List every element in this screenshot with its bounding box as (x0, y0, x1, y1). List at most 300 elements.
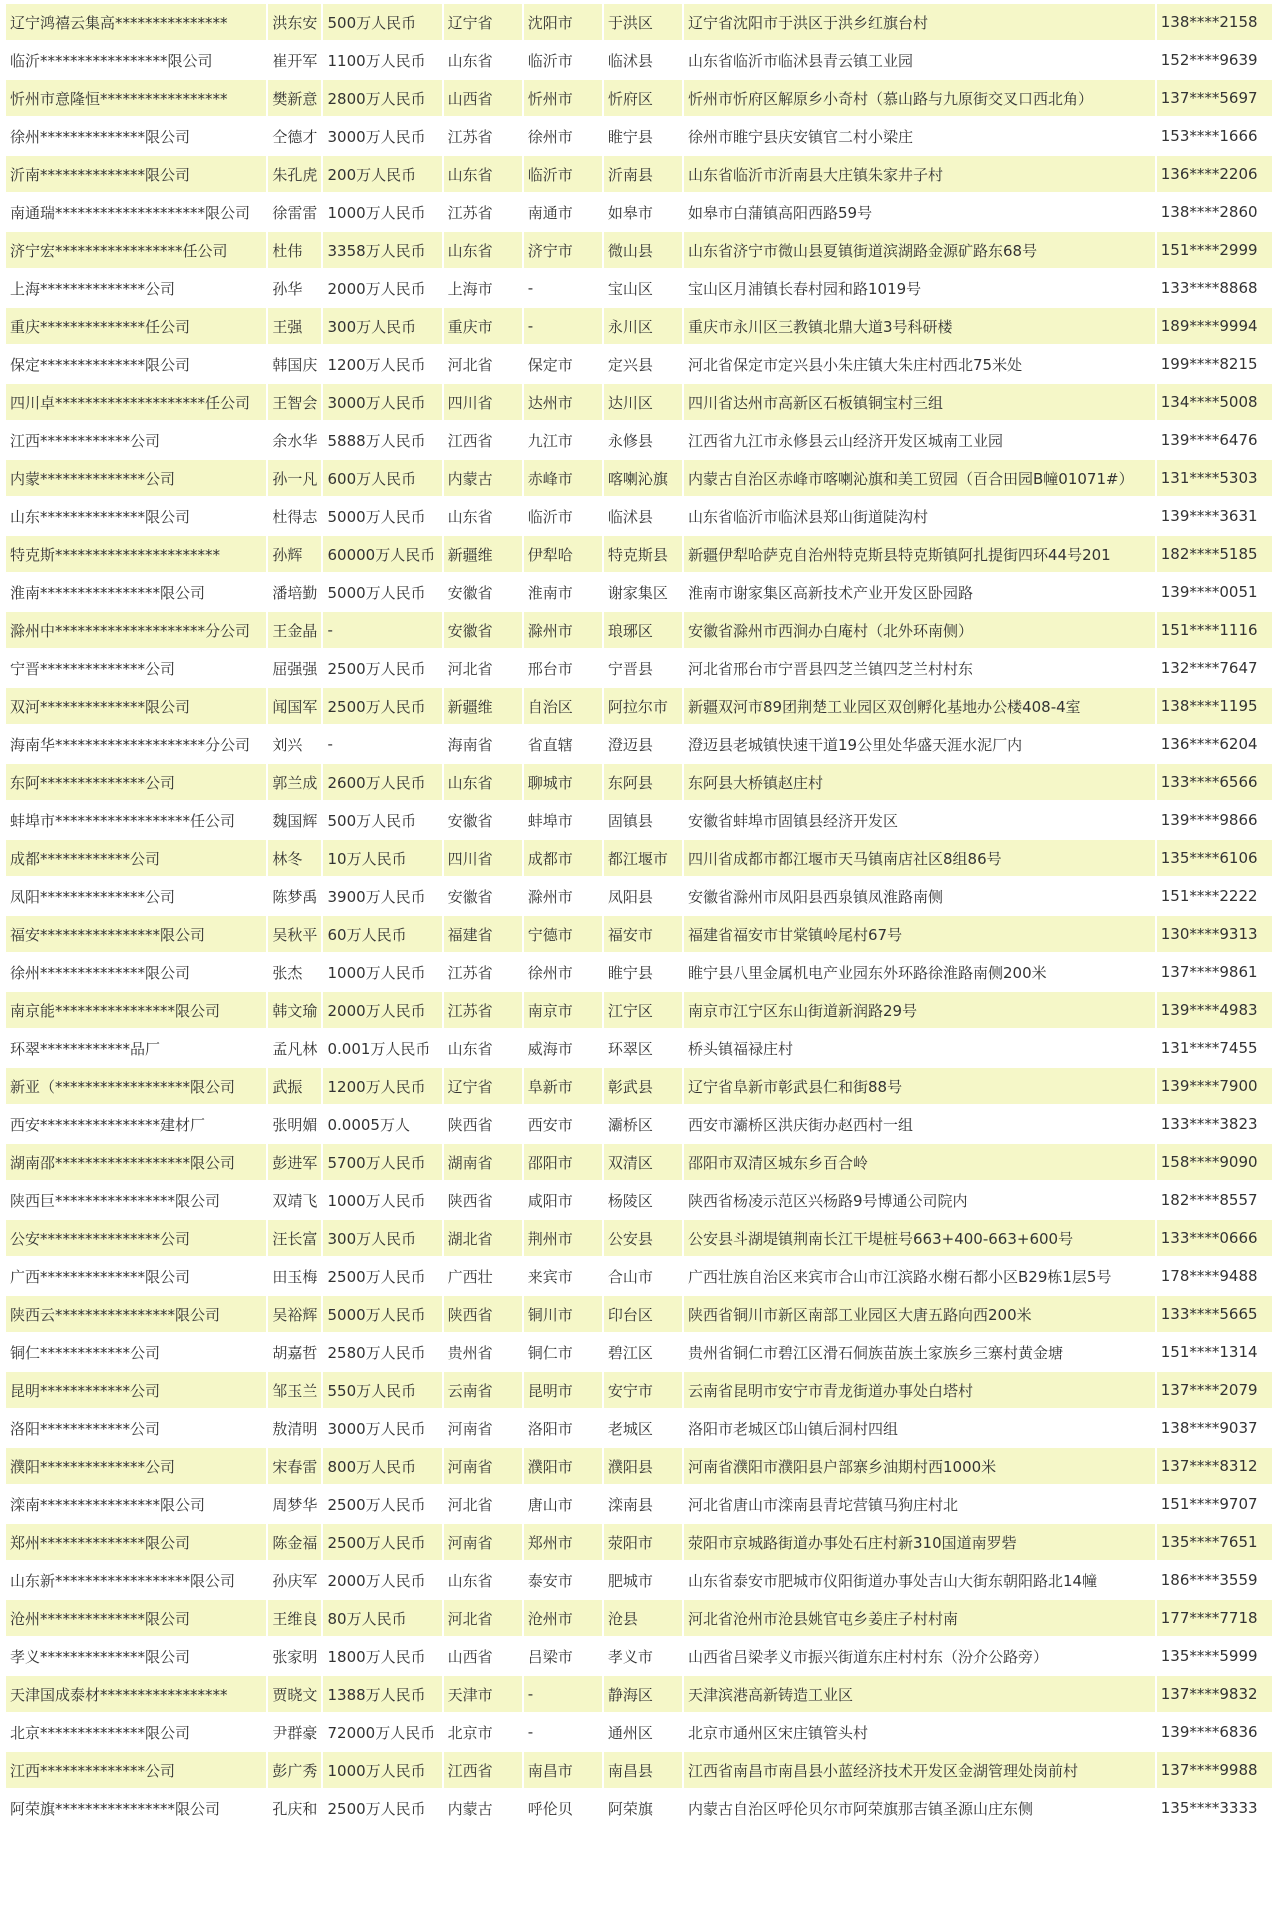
city-cell: - (524, 308, 602, 344)
company-name-cell: 内蒙**************公司 (6, 460, 266, 496)
registered-capital-cell: 1000万人民币 (323, 1182, 441, 1218)
phone-cell: 133****6566 (1157, 764, 1272, 800)
company-name-cell: 濮阳**************公司 (6, 1448, 266, 1484)
company-name-cell: 福安****************限公司 (6, 916, 266, 952)
registered-capital-cell: 3900万人民币 (323, 878, 441, 914)
province-cell: 重庆市 (444, 308, 522, 344)
province-cell: 上海市 (444, 270, 522, 306)
phone-cell: 151****2222 (1157, 878, 1272, 914)
city-cell: 铜仁市 (524, 1334, 602, 1370)
registered-capital-cell: 2500万人民币 (323, 1524, 441, 1560)
city-cell: - (524, 270, 602, 306)
phone-cell: 182****8557 (1157, 1182, 1272, 1218)
province-cell: 海南省 (444, 726, 522, 762)
phone-cell: 139****7900 (1157, 1068, 1272, 1104)
table-row (6, 878, 1272, 914)
company-name-cell: 滦南****************限公司 (6, 1486, 266, 1522)
phone-cell: 135****6106 (1157, 840, 1272, 876)
legal-rep-cell: 朱孔虎 (268, 156, 321, 192)
address-cell: 贵州省铜仁市碧江区滑石侗族苗族土家族乡三寨村黄金塘 (684, 1334, 1155, 1370)
registered-capital-cell: 200万人民币 (323, 156, 441, 192)
address-cell: 江西省九江市永修县云山经济开发区城南工业园 (684, 422, 1155, 458)
province-cell: 福建省 (444, 916, 522, 952)
legal-rep-cell: 陈梦禹 (268, 878, 321, 914)
district-cell: 孝义市 (604, 1638, 682, 1674)
phone-cell: 152****9639 (1157, 42, 1272, 78)
legal-rep-cell: 闻国军 (268, 688, 321, 724)
legal-rep-cell: 杜得志 (268, 498, 321, 534)
registered-capital-cell: 1000万人民币 (323, 1752, 441, 1788)
address-cell: 河北省唐山市滦南县青坨营镇马狗庄村北 (684, 1486, 1155, 1522)
company-name-cell: 天津国成泰材***************** (6, 1676, 266, 1712)
phone-cell: 139****9866 (1157, 802, 1272, 838)
table-row (6, 1258, 1272, 1294)
registered-capital-cell: 0.001万人民币 (323, 1030, 441, 1066)
registered-capital-cell: 1000万人民币 (323, 194, 441, 230)
legal-rep-cell: 张明媚 (268, 1106, 321, 1142)
table-row (6, 118, 1272, 154)
registered-capital-cell: 2800万人民币 (323, 80, 441, 116)
province-cell: 湖北省 (444, 1220, 522, 1256)
registered-capital-cell: 2600万人民币 (323, 764, 441, 800)
registered-capital-cell: 300万人民币 (323, 308, 441, 344)
city-cell: 荆州市 (524, 1220, 602, 1256)
table-row (6, 840, 1272, 876)
company-name-cell: 淮南****************限公司 (6, 574, 266, 610)
province-cell: 江苏省 (444, 194, 522, 230)
address-cell: 内蒙古自治区赤峰市喀喇沁旗和美工贸园（百合田园B幢01071#） (684, 460, 1155, 496)
legal-rep-cell: 孔庆和 (268, 1790, 321, 1826)
registered-capital-cell: 1200万人民币 (323, 1068, 441, 1104)
legal-rep-cell: 胡嘉哲 (268, 1334, 321, 1370)
province-cell: 内蒙古 (444, 1790, 522, 1826)
phone-cell: 139****6836 (1157, 1714, 1272, 1750)
legal-rep-cell: 孟凡林 (268, 1030, 321, 1066)
district-cell: 喀喇沁旗 (604, 460, 682, 496)
registered-capital-cell: 500万人民币 (323, 4, 441, 40)
province-cell: 江西省 (444, 422, 522, 458)
province-cell: 湖南省 (444, 1144, 522, 1180)
address-cell: 山东省临沂市临沭县青云镇工业园 (684, 42, 1155, 78)
city-cell: 沧州市 (524, 1600, 602, 1636)
company-name-cell: 南京能****************限公司 (6, 992, 266, 1028)
company-name-cell: 东阿**************公司 (6, 764, 266, 800)
district-cell: 忻府区 (604, 80, 682, 116)
legal-rep-cell: 周梦华 (268, 1486, 321, 1522)
province-cell: 河北省 (444, 1600, 522, 1636)
phone-cell: 133****3823 (1157, 1106, 1272, 1142)
company-name-cell: 沂南**************限公司 (6, 156, 266, 192)
city-cell: 忻州市 (524, 80, 602, 116)
address-cell: 云南省昆明市安宁市青龙街道办事处白塔村 (684, 1372, 1155, 1408)
district-cell: 永川区 (604, 308, 682, 344)
registered-capital-cell: 2580万人民币 (323, 1334, 441, 1370)
address-cell: 安徽省滁州市凤阳县西泉镇凤淮路南侧 (684, 878, 1155, 914)
registered-capital-cell: 3000万人民币 (323, 118, 441, 154)
table-row (6, 1486, 1272, 1522)
phone-cell: 139****3631 (1157, 498, 1272, 534)
province-cell: 陕西省 (444, 1106, 522, 1142)
company-name-cell: 双河**************限公司 (6, 688, 266, 724)
table-row (6, 992, 1272, 1028)
district-cell: 江宁区 (604, 992, 682, 1028)
district-cell: 环翠区 (604, 1030, 682, 1066)
city-cell: 西安市 (524, 1106, 602, 1142)
address-cell: 南京市江宁区东山街道新润路29号 (684, 992, 1155, 1028)
district-cell: 荥阳市 (604, 1524, 682, 1560)
district-cell: 临沭县 (604, 498, 682, 534)
legal-rep-cell: 张杰 (268, 954, 321, 990)
legal-rep-cell: 王智会 (268, 384, 321, 420)
province-cell: 山东省 (444, 498, 522, 534)
address-cell: 辽宁省阜新市彰武县仁和街88号 (684, 1068, 1155, 1104)
district-cell: 肥城市 (604, 1562, 682, 1598)
city-cell: 保定市 (524, 346, 602, 382)
registered-capital-cell: 5000万人民币 (323, 574, 441, 610)
city-cell: 滁州市 (524, 878, 602, 914)
address-cell: 徐州市睢宁县庆安镇官二村小梁庄 (684, 118, 1155, 154)
province-cell: 山东省 (444, 42, 522, 78)
district-cell: 福安市 (604, 916, 682, 952)
company-name-cell: 孝义**************限公司 (6, 1638, 266, 1674)
address-cell: 山东省临沂市沂南县大庄镇朱家井子村 (684, 156, 1155, 192)
province-cell: 新疆维 (444, 536, 522, 572)
company-name-cell: 忻州市意隆恒***************** (6, 80, 266, 116)
legal-rep-cell: 孙华 (268, 270, 321, 306)
city-cell: 济宁市 (524, 232, 602, 268)
city-cell: 郑州市 (524, 1524, 602, 1560)
company-name-cell: 海南华********************分公司 (6, 726, 266, 762)
city-cell: 阜新市 (524, 1068, 602, 1104)
province-cell: 辽宁省 (444, 4, 522, 40)
city-cell: 伊犁哈 (524, 536, 602, 572)
district-cell: 睢宁县 (604, 954, 682, 990)
company-name-cell: 陕西云****************限公司 (6, 1296, 266, 1332)
registered-capital-cell: 2500万人民币 (323, 1486, 441, 1522)
company-name-cell: 成都************公司 (6, 840, 266, 876)
registered-capital-cell: 800万人民币 (323, 1448, 441, 1484)
legal-rep-cell: 邹玉兰 (268, 1372, 321, 1408)
table-row (6, 346, 1272, 382)
registered-capital-cell: 5000万人民币 (323, 1296, 441, 1332)
address-cell: 四川省达州市高新区石板镇铜宝村三组 (684, 384, 1155, 420)
district-cell: 于洪区 (604, 4, 682, 40)
province-cell: 陕西省 (444, 1182, 522, 1218)
company-name-cell: 特克斯********************** (6, 536, 266, 572)
registered-capital-cell: 2500万人民币 (323, 688, 441, 724)
company-name-cell: 江西**************公司 (6, 1752, 266, 1788)
address-cell: 如皋市白蒲镇高阳西路59号 (684, 194, 1155, 230)
address-cell: 新疆双河市89团荆楚工业园区双创孵化基地办公楼408-4室 (684, 688, 1155, 724)
table-row (6, 1524, 1272, 1560)
company-table-container (4, 0, 1274, 1828)
registered-capital-cell: 2000万人民币 (323, 992, 441, 1028)
district-cell: 沧县 (604, 1600, 682, 1636)
address-cell: 河北省保定市定兴县小朱庄镇大朱庄村西北75米处 (684, 346, 1155, 382)
phone-cell: 186****3559 (1157, 1562, 1272, 1598)
table-row (6, 1714, 1272, 1750)
address-cell: 宝山区月浦镇长春村园和路1019号 (684, 270, 1155, 306)
phone-cell: 133****8868 (1157, 270, 1272, 306)
province-cell: 北京市 (444, 1714, 522, 1750)
legal-rep-cell: 武振 (268, 1068, 321, 1104)
address-cell: 忻州市忻府区解原乡小奇村（慕山路与九原街交叉口西北角） (684, 80, 1155, 116)
registered-capital-cell: - (323, 612, 441, 648)
legal-rep-cell: 孙一凡 (268, 460, 321, 496)
company-name-cell: 宁晋**************公司 (6, 650, 266, 686)
address-cell: 重庆市永川区三教镇北鼎大道3号科研楼 (684, 308, 1155, 344)
district-cell: 宁晋县 (604, 650, 682, 686)
table-row (6, 1752, 1272, 1788)
city-cell: 淮南市 (524, 574, 602, 610)
address-cell: 陕西省铜川市新区南部工业园区大唐五路向西200米 (684, 1296, 1155, 1332)
province-cell: 江苏省 (444, 992, 522, 1028)
address-cell: 安徽省蚌埠市固镇县经济开发区 (684, 802, 1155, 838)
province-cell: 山东省 (444, 764, 522, 800)
phone-cell: 137****8312 (1157, 1448, 1272, 1484)
province-cell: 山东省 (444, 232, 522, 268)
table-row (6, 1334, 1272, 1370)
company-table-body (6, 4, 1272, 1826)
city-cell: 邵阳市 (524, 1144, 602, 1180)
phone-cell: 134****5008 (1157, 384, 1272, 420)
district-cell: 滦南县 (604, 1486, 682, 1522)
table-row (6, 498, 1272, 534)
table-row (6, 1410, 1272, 1446)
province-cell: 河北省 (444, 1486, 522, 1522)
province-cell: 山西省 (444, 80, 522, 116)
registered-capital-cell: 2500万人民币 (323, 1258, 441, 1294)
city-cell: 泰安市 (524, 1562, 602, 1598)
table-row (6, 1372, 1272, 1408)
legal-rep-cell: 田玉梅 (268, 1258, 321, 1294)
phone-cell: 182****5185 (1157, 536, 1272, 572)
address-cell: 洛阳市老城区邙山镇后洞村四组 (684, 1410, 1155, 1446)
address-cell: 东阿县大桥镇赵庄村 (684, 764, 1155, 800)
phone-cell: 151****2999 (1157, 232, 1272, 268)
address-cell: 淮南市谢家集区高新技术产业开发区卧园路 (684, 574, 1155, 610)
company-name-cell: 凤阳**************公司 (6, 878, 266, 914)
phone-cell: 137****5697 (1157, 80, 1272, 116)
city-cell: 省直辖 (524, 726, 602, 762)
province-cell: 陕西省 (444, 1296, 522, 1332)
company-name-cell: 上海**************公司 (6, 270, 266, 306)
legal-rep-cell: 孙辉 (268, 536, 321, 572)
company-name-cell: 山东新******************限公司 (6, 1562, 266, 1598)
legal-rep-cell: 韩国庆 (268, 346, 321, 382)
company-name-cell: 山东**************限公司 (6, 498, 266, 534)
table-row (6, 916, 1272, 952)
district-cell: 固镇县 (604, 802, 682, 838)
address-cell: 邵阳市双清区城东乡百合岭 (684, 1144, 1155, 1180)
phone-cell: 133****5665 (1157, 1296, 1272, 1332)
address-cell: 广西壮族自治区来宾市合山市江滨路水榭石都小区B29栋1层5号 (684, 1258, 1155, 1294)
district-cell: 印台区 (604, 1296, 682, 1332)
company-name-cell: 南通瑞********************限公司 (6, 194, 266, 230)
table-row (6, 1030, 1272, 1066)
company-name-cell: 洛阳************公司 (6, 1410, 266, 1446)
phone-cell: 139****0051 (1157, 574, 1272, 610)
district-cell: 杨陵区 (604, 1182, 682, 1218)
address-cell: 荥阳市京城路街道办事处石庄村新310国道南罗砦 (684, 1524, 1155, 1560)
legal-rep-cell: 敖清明 (268, 1410, 321, 1446)
table-row (6, 688, 1272, 724)
registered-capital-cell: 2500万人民币 (323, 1790, 441, 1826)
city-cell: 自治区 (524, 688, 602, 724)
legal-rep-cell: 吴秋平 (268, 916, 321, 952)
district-cell: 宝山区 (604, 270, 682, 306)
registered-capital-cell: 3000万人民币 (323, 1410, 441, 1446)
district-cell: 永修县 (604, 422, 682, 458)
city-cell: - (524, 1714, 602, 1750)
registered-capital-cell: 3000万人民币 (323, 384, 441, 420)
legal-rep-cell: 张家明 (268, 1638, 321, 1674)
company-name-cell: 昆明************公司 (6, 1372, 266, 1408)
legal-rep-cell: 樊新意 (268, 80, 321, 116)
district-cell: 碧江区 (604, 1334, 682, 1370)
company-name-cell: 陕西巨****************限公司 (6, 1182, 266, 1218)
registered-capital-cell: 1388万人民币 (323, 1676, 441, 1712)
city-cell: 九江市 (524, 422, 602, 458)
city-cell: - (524, 1676, 602, 1712)
city-cell: 唐山市 (524, 1486, 602, 1522)
table-row (6, 422, 1272, 458)
phone-cell: 199****8215 (1157, 346, 1272, 382)
table-row (6, 270, 1272, 306)
legal-rep-cell: 潘培勤 (268, 574, 321, 610)
phone-cell: 189****9994 (1157, 308, 1272, 344)
legal-rep-cell: 崔开军 (268, 42, 321, 78)
registered-capital-cell: - (323, 726, 441, 762)
phone-cell: 137****9988 (1157, 1752, 1272, 1788)
province-cell: 安徽省 (444, 612, 522, 648)
phone-cell: 136****6204 (1157, 726, 1272, 762)
province-cell: 四川省 (444, 840, 522, 876)
district-cell: 都江堰市 (604, 840, 682, 876)
phone-cell: 139****4983 (1157, 992, 1272, 1028)
phone-cell: 131****7455 (1157, 1030, 1272, 1066)
company-name-cell: 郑州**************限公司 (6, 1524, 266, 1560)
province-cell: 云南省 (444, 1372, 522, 1408)
registered-capital-cell: 5700万人民币 (323, 1144, 441, 1180)
legal-rep-cell: 林冬 (268, 840, 321, 876)
city-cell: 徐州市 (524, 118, 602, 154)
table-row (6, 536, 1272, 572)
table-row (6, 802, 1272, 838)
city-cell: 咸阳市 (524, 1182, 602, 1218)
city-cell: 徐州市 (524, 954, 602, 990)
company-name-cell: 北京**************限公司 (6, 1714, 266, 1750)
company-name-cell: 济宁宏*****************任公司 (6, 232, 266, 268)
address-cell: 内蒙古自治区呼伦贝尔市阿荣旗那吉镇圣源山庄东侧 (684, 1790, 1155, 1826)
phone-cell: 135****7651 (1157, 1524, 1272, 1560)
registered-capital-cell: 3358万人民币 (323, 232, 441, 268)
legal-rep-cell: 杜伟 (268, 232, 321, 268)
province-cell: 山东省 (444, 156, 522, 192)
district-cell: 东阿县 (604, 764, 682, 800)
province-cell: 安徽省 (444, 802, 522, 838)
legal-rep-cell: 徐雷雷 (268, 194, 321, 230)
province-cell: 山东省 (444, 1562, 522, 1598)
city-cell: 来宾市 (524, 1258, 602, 1294)
registered-capital-cell: 550万人民币 (323, 1372, 441, 1408)
province-cell: 江苏省 (444, 954, 522, 990)
company-name-cell: 重庆**************任公司 (6, 308, 266, 344)
province-cell: 河南省 (444, 1448, 522, 1484)
registered-capital-cell: 2000万人民币 (323, 1562, 441, 1598)
registered-capital-cell: 1000万人民币 (323, 954, 441, 990)
company-name-cell: 公安****************公司 (6, 1220, 266, 1256)
city-cell: 南京市 (524, 992, 602, 1028)
table-row (6, 650, 1272, 686)
district-cell: 合山市 (604, 1258, 682, 1294)
phone-cell: 138****2158 (1157, 4, 1272, 40)
legal-rep-cell: 韩文瑜 (268, 992, 321, 1028)
registered-capital-cell: 500万人民币 (323, 802, 441, 838)
table-row (6, 764, 1272, 800)
address-cell: 山东省济宁市微山县夏镇街道滨湖路金源矿路东68号 (684, 232, 1155, 268)
phone-cell: 137****2079 (1157, 1372, 1272, 1408)
registered-capital-cell: 300万人民币 (323, 1220, 441, 1256)
registered-capital-cell: 600万人民币 (323, 460, 441, 496)
district-cell: 阿荣旗 (604, 1790, 682, 1826)
district-cell: 阿拉尔市 (604, 688, 682, 724)
address-cell: 安徽省滁州市西涧办白庵村（北外环南侧） (684, 612, 1155, 648)
company-name-cell: 四川卓********************任公司 (6, 384, 266, 420)
phone-cell: 136****2206 (1157, 156, 1272, 192)
address-cell: 山东省临沂市临沭县郑山街道陡沟村 (684, 498, 1155, 534)
table-row (6, 1638, 1272, 1674)
phone-cell: 139****6476 (1157, 422, 1272, 458)
table-row (6, 726, 1272, 762)
district-cell: 微山县 (604, 232, 682, 268)
registered-capital-cell: 5888万人民币 (323, 422, 441, 458)
district-cell: 公安县 (604, 1220, 682, 1256)
province-cell: 河北省 (444, 650, 522, 686)
table-row (6, 194, 1272, 230)
city-cell: 南通市 (524, 194, 602, 230)
district-cell: 凤阳县 (604, 878, 682, 914)
company-name-cell: 蚌埠市******************任公司 (6, 802, 266, 838)
address-cell: 河北省邢台市宁晋县四芝兰镇四芝兰村村东 (684, 650, 1155, 686)
city-cell: 达州市 (524, 384, 602, 420)
city-cell: 临沂市 (524, 156, 602, 192)
phone-cell: 151****1314 (1157, 1334, 1272, 1370)
address-cell: 桥头镇福禄庄村 (684, 1030, 1155, 1066)
legal-rep-cell: 陈金福 (268, 1524, 321, 1560)
company-name-cell: 徐州**************限公司 (6, 954, 266, 990)
legal-rep-cell: 吴裕辉 (268, 1296, 321, 1332)
registered-capital-cell: 2500万人民币 (323, 650, 441, 686)
city-cell: 邢台市 (524, 650, 602, 686)
city-cell: 沈阳市 (524, 4, 602, 40)
legal-rep-cell: 汪长富 (268, 1220, 321, 1256)
legal-rep-cell: 彭广秀 (268, 1752, 321, 1788)
legal-rep-cell: 洪东安 (268, 4, 321, 40)
legal-rep-cell: 仝德才 (268, 118, 321, 154)
address-cell: 山东省泰安市肥城市仪阳街道办事处吉山大街东朝阳路北14幢 (684, 1562, 1155, 1598)
district-cell: 特克斯县 (604, 536, 682, 572)
table-row (6, 1106, 1272, 1142)
table-row (6, 1676, 1272, 1712)
company-name-cell: 西安****************建材厂 (6, 1106, 266, 1142)
table-row (6, 1790, 1272, 1826)
registered-capital-cell: 5000万人民币 (323, 498, 441, 534)
table-row (6, 1562, 1272, 1598)
registered-capital-cell: 60000万人民币 (323, 536, 441, 572)
district-cell: 灞桥区 (604, 1106, 682, 1142)
legal-rep-cell: 余水华 (268, 422, 321, 458)
